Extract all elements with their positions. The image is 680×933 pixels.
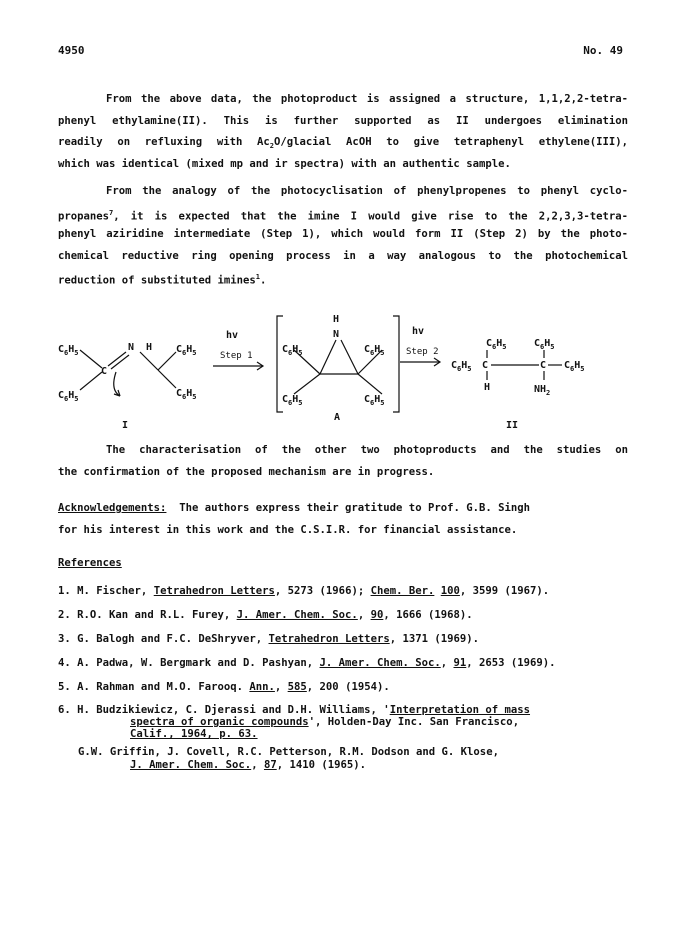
acknowledgements-line-1: The authors express their gratitude to Prof. G.B. Singh <box>179 502 530 514</box>
phenyl-label: $C_6H_5$ <box>564 360 585 373</box>
phenyl-label: $C_6H_5$ <box>364 344 385 357</box>
reference-volume: 91 <box>453 657 467 669</box>
para2-line-5: reduction of substituted imines$^1$. <box>58 273 267 287</box>
reference-item <box>58 704 530 716</box>
reference-volume: 585 <box>287 681 307 693</box>
reaction-scheme <box>58 310 628 440</box>
issue-number: No. 49 <box>583 44 623 57</box>
amino-label: $NH_2$ <box>534 384 551 397</box>
para2-line-2: propanes$^7$, it is expected that the imine I would give rise to the 2,2,3,3-tetra- <box>58 208 628 223</box>
reference-authors: H. Budzikiewicz, C. Djerassi and D.H. Williams, ' <box>77 704 390 716</box>
step1-label: Step 1 <box>220 351 253 361</box>
reference-citation: , 5273 (1966); <box>274 585 371 597</box>
para1-line-2: phenyl ethylamine(II). This is further supported as II undergoes elimination <box>58 114 628 127</box>
phenyl-label: $C_6H_5$ <box>176 344 197 357</box>
nitrogen-label: N <box>333 329 340 340</box>
reference-item <box>78 746 499 758</box>
reference-item <box>58 633 479 645</box>
hydrogen-label: H <box>146 342 153 353</box>
reference-authors: A. Padwa, W. Bergmark and D. Pashyan, <box>77 657 314 669</box>
reference-journal: spectra of organic compounds <box>130 716 309 728</box>
reference-item-continued: J. Amer. Chem. Soc., 87, 1410 (1965). <box>130 759 367 771</box>
step2-label: Step 2 <box>406 347 439 357</box>
reference-authors: A. Rahman and M.O. Farooq. <box>77 681 243 693</box>
acknowledgements-heading: Acknowledgements: <box>58 502 167 514</box>
reference-number: 2. <box>58 609 71 621</box>
reference-authors: G. Balogh and F.C. DeShryver, <box>77 633 263 645</box>
phenyl-label: $C_6H_5$ <box>58 344 79 357</box>
reference-item: 4. A. Padwa, W. Bergmark and D. Pashyan, J. Amer. Chem. Soc., 91, 2653 (1969). <box>58 657 556 669</box>
phenyl-label: $C_6H_5$ <box>534 338 555 351</box>
reference-citation: , 200 (1954). <box>306 681 390 693</box>
paragraph-structure-assignment <box>58 89 628 175</box>
reference-citation: ', Holden-Day Inc. San Francisco, <box>308 716 520 728</box>
acknowledgements-line-2: for his interest in this work and the C.S.I.R. for financial assistance. <box>58 523 518 536</box>
phenyl-label: $C_6H_5$ <box>176 388 197 401</box>
phenyl-label: $C_6H_5$ <box>451 360 472 373</box>
reference-journal: J. Amer. Chem. Soc. <box>319 657 441 669</box>
reference-volume: 90 <box>370 609 384 621</box>
hydrogen-label: H <box>484 382 491 393</box>
step2-arrow <box>400 358 440 366</box>
phenyl-label: $C_6H_5$ <box>282 344 303 357</box>
reference-journal: Tetrahedron Letters <box>153 585 275 597</box>
phenyl-label: $C_6H_5$ <box>282 394 303 407</box>
compound-I-label: I <box>122 420 129 431</box>
reference-item: 2. R.O. Kan and R.L. Furey, J. Amer. Chem. Soc., 90, 1666 (1968). <box>58 609 473 621</box>
hv-label: hv <box>412 326 425 337</box>
reference-citation: , 1410 (1965). <box>276 759 367 771</box>
para2-line-3: phenyl aziridine intermediate (Step 1), which would form II (Step 2) by the photo- <box>58 228 628 240</box>
reference-number: 6. <box>58 704 71 716</box>
reference-citation: , 2653 (1969). <box>466 657 556 669</box>
reference-citation: Calif., 1964, p. 63. <box>130 728 258 740</box>
reference-journal: J. Amer. Chem. Soc. <box>236 609 358 621</box>
compound-I-structure <box>80 350 176 396</box>
reference-volume: 87 <box>263 759 277 771</box>
phenyl-label: $C_6H_5$ <box>58 390 79 403</box>
phenyl-label: $C_6H_5$ <box>364 394 385 407</box>
paragraph-mechanism <box>58 181 628 289</box>
paragraph-progress <box>58 440 628 483</box>
step1-arrow <box>213 362 263 370</box>
reference-authors: G.W. Griffin, J. Covell, R.C. Petterson, R.M. Dodson and G. Klose, <box>78 746 499 758</box>
reference-journal: Chem. Ber. <box>370 585 435 597</box>
hydrogen-label: H <box>333 314 340 325</box>
reference-journal: Tetrahedron Letters <box>268 633 390 645</box>
para3-line-2: the confirmation of the proposed mechanism are in progress. <box>58 465 435 478</box>
acknowledgements <box>58 498 628 541</box>
para1-line-3: readily on refluxing with $Ac_2O$/glacial AcOH to give tetraphenyl ethylene(III), <box>58 136 628 151</box>
phenyl-label: $C_6H_5$ <box>486 338 507 351</box>
reference-number: 1. <box>58 585 71 597</box>
reference-journal: Interpretation of mass <box>389 704 531 716</box>
reference-authors: R.O. Kan and R.L. Furey, <box>77 609 231 621</box>
reference-item-continued <box>130 728 258 740</box>
reference-journal: J. Amer. Chem. Soc. <box>130 759 252 771</box>
reference-item <box>58 585 549 597</box>
reference-citation: , 1371 (1969). <box>389 633 479 645</box>
hv-label: hv <box>226 330 239 341</box>
page-number: 4950 <box>58 44 85 57</box>
carbon-label: C <box>482 360 489 371</box>
reference-citation: , 1666 (1968). <box>383 609 473 621</box>
reference-number: 4. <box>58 657 71 669</box>
para1-line-1: From the above data, the photoproduct is assigned a structure, 1,1,2,2-tetra- <box>106 93 628 105</box>
reference-journal: Ann. <box>249 681 275 693</box>
nitrogen-label: N <box>128 342 135 353</box>
reference-item-continued <box>130 716 519 728</box>
para3-line-1: The characterisation of the other two photoproducts and the studies on <box>106 444 628 456</box>
reference-number: 3. <box>58 633 71 645</box>
reference-item: 5. A. Rahman and M.O. Farooq. Ann., 585, 200 (1954). <box>58 681 390 693</box>
reference-authors: M. Fischer, <box>77 585 148 597</box>
reference-citation: , 3599 (1967). <box>459 585 550 597</box>
para2-line-1: From the analogy of the photocyclisation of phenylpropenes to phenyl cyclo- <box>106 185 628 197</box>
carbon-label: C <box>540 360 547 371</box>
reference-volume: 100 <box>440 585 460 597</box>
reference-number: 5. <box>58 681 71 693</box>
compound-II-label: II <box>506 420 519 431</box>
compound-II-bonds <box>487 350 562 380</box>
carbon-label: C <box>101 366 108 377</box>
para2-line-4: chemical reductive ring opening process in a way analogous to the photochemical <box>58 249 628 262</box>
para1-line-4: which was identical (mixed mp and ir spectra) with an authentic sample. <box>58 157 511 170</box>
references-heading: References <box>58 557 122 569</box>
compound-A-label: A <box>334 412 341 423</box>
